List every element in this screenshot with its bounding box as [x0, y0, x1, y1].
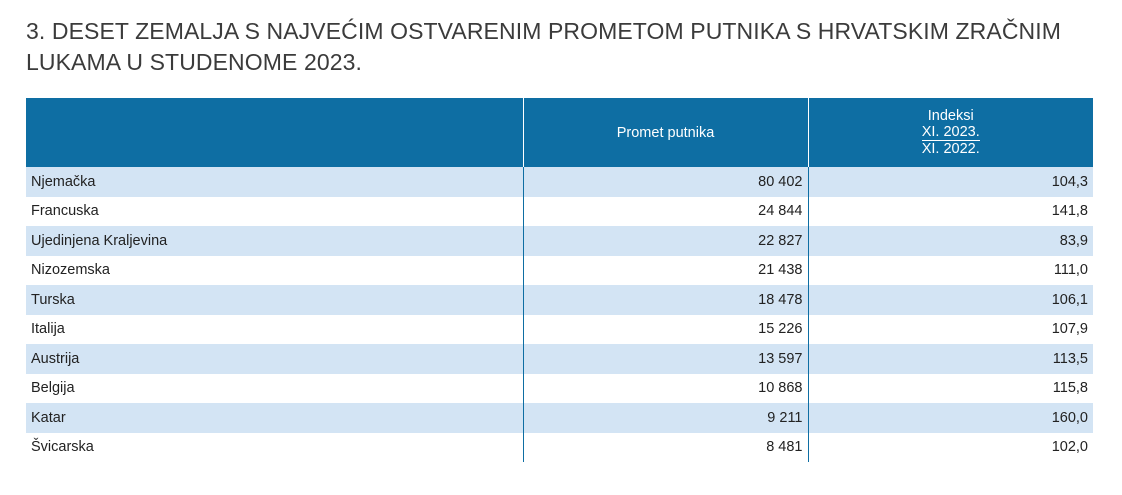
cell-index: 115,8 — [808, 374, 1093, 404]
cell-passengers: 21 438 — [523, 256, 808, 286]
header-index-numerator: XI. 2023. — [921, 124, 980, 140]
table-row — [26, 403, 1093, 433]
header-index — [808, 98, 1093, 167]
cell-passengers: 24 844 — [523, 197, 808, 227]
cell-index: 141,8 — [808, 197, 1093, 227]
table-row — [26, 285, 1093, 315]
cell-country: Katar — [26, 403, 523, 433]
cell-passengers: 8 481 — [523, 433, 808, 463]
cell-country: Italija — [26, 315, 523, 345]
table-row — [26, 315, 1093, 345]
cell-passengers: 10 868 — [523, 374, 808, 404]
table-header-row — [26, 98, 1093, 167]
passenger-traffic-table — [26, 98, 1093, 462]
cell-index: 83,9 — [808, 226, 1093, 256]
page-title: 3. DESET ZEMALJA S NAJVEĆIM OSTVARENIM PROMETOM PUTNIKA S HRVATSKIM ZRAČNIM LUKAMA U STUDENOME 2023. — [26, 18, 1061, 75]
cell-country: Francuska — [26, 197, 523, 227]
cell-index: 113,5 — [808, 344, 1093, 374]
cell-country: Ujedinjena Kraljevina — [26, 226, 523, 256]
header-country — [26, 98, 523, 167]
header-index-denominator: XI. 2022. — [921, 141, 980, 157]
cell-passengers: 18 478 — [523, 285, 808, 315]
table-row — [26, 226, 1093, 256]
cell-index: 102,0 — [808, 433, 1093, 463]
header-passengers: Promet putnika — [523, 98, 808, 167]
cell-passengers: 22 827 — [523, 226, 808, 256]
cell-index: 106,1 — [808, 285, 1093, 315]
cell-index: 107,9 — [808, 315, 1093, 345]
cell-index: 111,0 — [808, 256, 1093, 286]
cell-passengers: 9 211 — [523, 403, 808, 433]
cell-country: Austrija — [26, 344, 523, 374]
table-row — [26, 374, 1093, 404]
cell-country: Turska — [26, 285, 523, 315]
cell-country: Belgija — [26, 374, 523, 404]
table-row — [26, 433, 1093, 463]
cell-passengers: 80 402 — [523, 167, 808, 197]
cell-country: Švicarska — [26, 433, 523, 463]
cell-country: Njemačka — [26, 167, 523, 197]
table-row — [26, 344, 1093, 374]
cell-passengers: 15 226 — [523, 315, 808, 345]
cell-country: Nizozemska — [26, 256, 523, 286]
cell-passengers: 13 597 — [523, 344, 808, 374]
table-row — [26, 167, 1093, 197]
cell-index: 160,0 — [808, 403, 1093, 433]
table-row — [26, 197, 1093, 227]
header-index-label: Indeksi — [927, 108, 974, 124]
cell-index: 104,3 — [808, 167, 1093, 197]
table-row — [26, 256, 1093, 286]
